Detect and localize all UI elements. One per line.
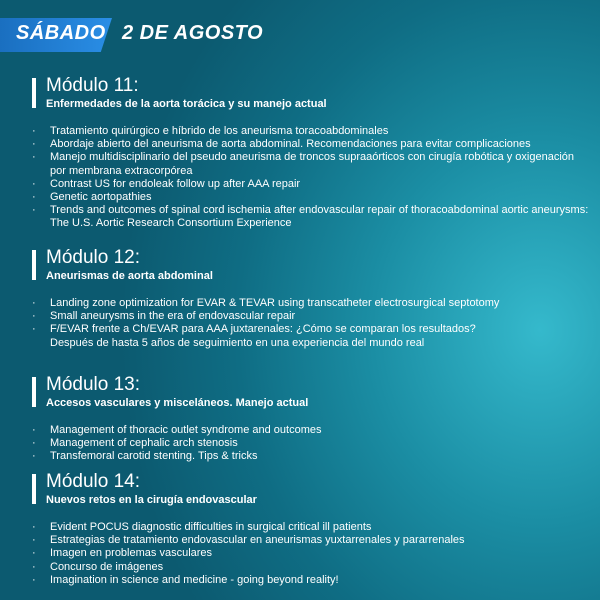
bullet-icon: · — [32, 573, 36, 586]
topic-text: Abordaje abierto del aneurisma de aorta abdominal. Recomendaciones para evitar complicaciones — [50, 138, 531, 151]
module-subtitle: Accesos vasculares y misceláneos. Manejo actual — [46, 397, 309, 409]
module-title: Módulo 12: — [46, 247, 141, 268]
module-12 — [32, 248, 512, 350]
bullet-icon: · — [32, 534, 36, 547]
topic-text: Concurso de imágenes — [50, 560, 164, 573]
bullet-icon: · — [32, 521, 36, 533]
module-accent-bar — [32, 377, 36, 407]
topic-text: Contrast US for endoleak follow up after AAA repair — [50, 177, 301, 190]
topic-item — [32, 450, 592, 463]
bullet-icon: · — [32, 138, 36, 151]
module-13 — [32, 375, 592, 464]
topic-item — [32, 561, 592, 574]
module-accent-bar — [32, 78, 36, 108]
topic-item — [32, 204, 592, 230]
module-header — [32, 375, 592, 410]
topic-text: Estrategias de tratamiento endovascular en aneurismas yuxtarrenales y pararrenales — [50, 534, 465, 547]
topic-text: Transfemoral carotid stenting. Tips & tricks — [50, 450, 258, 463]
topic-item — [32, 437, 592, 450]
topic-text: Small aneurysms in the era of endovascular repair — [50, 310, 296, 323]
topic-text: Evident POCUS diagnostic difficulties in surgical critical ill patients — [50, 521, 372, 533]
bullet-icon: · — [32, 177, 36, 190]
bullet-icon: · — [32, 450, 36, 463]
topic-item — [32, 151, 592, 177]
bullet-icon: · — [32, 323, 36, 336]
module-title: Módulo 11: — [46, 75, 139, 96]
topic-text: F/EVAR frente a Ch/EVAR para AAA juxtarenales: ¿Cómo se comparan los resultados? Después de hasta 5 años de seguimiento en una experiencia del mundo real — [50, 323, 476, 349]
bullet-icon: · — [32, 151, 36, 164]
module-subtitle: Enfermedades de la aorta torácica y su manejo actual — [46, 98, 327, 110]
topic-text: Tratamiento quirúrgico e híbrido de los aneurisma toracoabdominales — [50, 125, 389, 137]
header — [0, 18, 600, 52]
bullet-icon: · — [32, 297, 36, 309]
topic-list — [32, 521, 592, 587]
topic-item — [32, 138, 592, 151]
topic-item — [32, 323, 512, 349]
topic-item — [32, 178, 592, 191]
bullet-icon: · — [32, 560, 36, 573]
topic-item — [32, 191, 592, 204]
topic-text: Imagen en problemas vasculares — [50, 547, 213, 560]
bullet-icon: · — [32, 204, 36, 217]
date-label: 2 DE AGOSTO — [122, 22, 264, 44]
topic-text: Trends and outcomes of spinal cord ischemia after endovascular repair of thoracoabdominal aortic aneurysms: The U.S. Aortic Research Consortium Experience — [50, 204, 589, 230]
topic-list — [32, 125, 592, 231]
bullet-icon: · — [32, 547, 36, 560]
topic-text: Imagination in science and medicine - going beyond reality! — [50, 573, 339, 586]
day-label: SÁBADO — [16, 22, 106, 44]
module-14 — [32, 472, 592, 587]
topic-text: Management of cephalic arch stenosis — [50, 437, 238, 450]
module-title: Módulo 13: — [46, 374, 141, 395]
topic-list — [32, 297, 512, 350]
topic-item — [32, 521, 592, 534]
topic-text: Manejo multidisciplinario del pseudo aneurisma de troncos supraaórticos con cirugía robótica y oxigenación por membrana extracorpórea — [50, 151, 575, 177]
topic-item — [32, 547, 592, 560]
topic-item — [32, 424, 592, 437]
topic-item — [32, 534, 592, 547]
topic-item — [32, 310, 512, 323]
module-subtitle: Aneurismas de aorta abdominal — [46, 270, 213, 282]
module-title: Módulo 14: — [46, 471, 141, 492]
module-11 — [32, 76, 592, 231]
module-header — [32, 472, 592, 507]
topic-list — [32, 424, 592, 464]
bullet-icon: · — [32, 191, 36, 204]
module-header — [32, 76, 592, 111]
topic-text: Landing zone optimization for EVAR & TEVAR using transcatheter electrosurgical septotomy — [50, 297, 500, 309]
topic-item — [32, 574, 592, 587]
module-accent-bar — [32, 474, 36, 504]
bullet-icon: · — [32, 125, 36, 137]
topic-text: Genetic aortopathies — [50, 191, 152, 204]
module-header — [32, 248, 512, 283]
module-accent-bar — [32, 250, 36, 280]
topic-item — [32, 125, 592, 138]
module-subtitle: Nuevos retos en la cirugía endovascular — [46, 494, 257, 506]
bullet-icon: · — [32, 424, 36, 436]
topic-item — [32, 297, 512, 310]
bullet-icon: · — [32, 310, 36, 323]
topic-text: Management of thoracic outlet syndrome and outcomes — [50, 424, 322, 436]
bullet-icon: · — [32, 437, 36, 450]
